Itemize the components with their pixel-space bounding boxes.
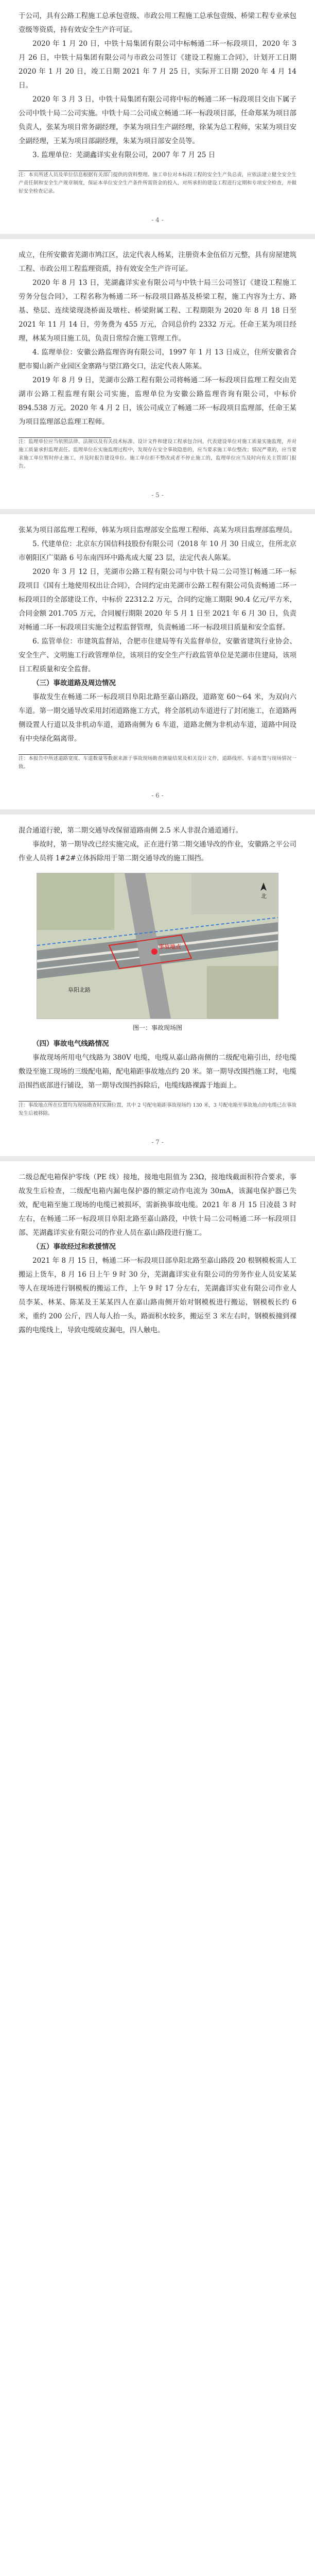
accident-point-label: 事故地点 xyxy=(159,943,181,950)
document-page-5 xyxy=(0,1161,315,1337)
paragraph: 混合通道行驶，第二期交通导改保留道路南侧 2.5 米人非混合通道通行。 xyxy=(19,826,243,835)
section-heading: （五）事故经过和救援情况 xyxy=(32,1243,116,1251)
page-number: - 6 - xyxy=(151,792,164,799)
figure-caption: 图一：事故现场图 xyxy=(132,1024,182,1031)
paragraph: 2020 年 3 月 12 日，芜湖市公路工程有限公司与中铁十局二公司签订畅通二环一标段项目《国有土地使用权出让合同》，合同约定由芜湖市公路工程有限公司负责畅通二环一标段项目的全部建设工作，中标价 22312.2 万元，合同约定施工期限 90.4 亿元/平方米，合同金额 201.705 万元，合同履行期限 2020 年 5 月 1 日至 2021 年 6 月 30 日，负责对畅通二环一标段项目实施全过程监督管理，负责畅通二环一标段项目质量和安全监督。 xyxy=(19,568,296,632)
paragraph: 2021 年 8 月 15 日，畅通二环一标段项目部阜阳北路至嘉山路段 20 根钢模板需人工搬运上货车，8 月 16 日上午 9 时 30 分，芜湖鑫详实业有限公司的劳务作业人员安某某等人在现场进行钢模板的搬运工作，上午 9 时 17 分左右，芜湖鑫详实业有限公司作业人员李某、林某、陈某及王某某四人在嘉山路南侧开始对钢模板进行搬运，钢模板长约 6 米，重约 200 公斤，四人每人抬一头，路面积水较多，搬运至 3 米左右时，钢模板撞到裸露的电缆线上，导致电缆破皮漏电，四人触电。 xyxy=(19,1257,296,1334)
paragraph: 2020 年 1 月 20 日，中铁十局集团有限公司中标畅通二环一标段项目，2020 年 3 月 26 日，中铁十局集团有限公司与市政公司签订《建设工程施工合同》，计划开工日期 2020 年 1 月 20 日，竣工日期 2021 年 7 月 25 日，实际开工日期 2020 年 4 月 14 日。 xyxy=(19,40,296,90)
paragraph: 4. 监理单位：安徽公路监理咨询有限公司，1997 年 1 月 13 日成立，住所安徽省合肥市蜀山新产业园区金寨路与望江路交口，法定代表人陈某。 xyxy=(19,348,296,370)
paragraph: 2020 年 3 月 3 日，中铁十局集团有限公司将中标的畅通二环一标段项目交由下属子公司中铁十局二公司实施。中铁十局二公司成立畅通二环一标段项目部，任命郑某为项目部负责人，张某为项目常务副经理，李某为项目生产副经理，徐某为总工程师，宋某为项目安全副经理，王某为项目部副经理，朱某为项目部安全员等。 xyxy=(19,95,296,145)
footnote: 注：事故地点所在位置均为现场勘查时实测位置，其中 2 号配电箱距事故现场约 130 米，3 号配电箱至事故地点的电缆已在事故发生后被移除。 xyxy=(19,1103,296,1116)
paragraph: 事故时，第一期导改已经实施完成，正在进行第二期交通导改的作业，安徽路之平公司作业人员将 1#2#立体拆除用于第二期交通导改的施工围挡。 xyxy=(19,840,296,862)
accident-site-map xyxy=(37,873,278,1019)
footnote: 注：监理单位应当依照法律、法规以及有关技术标准、设计文件和建设工程承包合同，代表建设单位对施工质量实施监理，并对施工质量承担监理责任。监理单位在实施监理过程中，发现存在安全事故隐患的，应当要求施工单位整改；情况严重的，应当要求施工单位暂时停止施工，并及时报告建设单位。施工单位拒不整改或者不停止施工的，监理单位应当及时向有关主管部门报告。 xyxy=(19,439,296,469)
document-page-1 xyxy=(0,0,315,234)
section-heading: （三）事故道路及周边情况 xyxy=(32,679,116,687)
paragraph: 于公司，具有公路工程施工总承包壹级、市政公用工程施工总承包壹级、桥梁工程专业承包壹级等资质，持有效安全生产许可证。 xyxy=(19,12,296,34)
accident-site-aerial-image xyxy=(37,873,278,1019)
svg-text:北: 北 xyxy=(261,893,267,900)
paragraph: 事故现场所用电气线路为 380V 电缆，电缆从嘉山路南侧的二级配电箱引出，经电缆敷设至施工现场的三级配电箱，配电箱距事故地点约 20 米。第一期导改围挡施工时，电缆沿围挡底部进行铺设，第一期导改围挡拆除后，电缆线路裸露于地面上。 xyxy=(19,1054,296,1090)
paragraph: 张某为项目部监理工程师，韩某为项目监理部安全监理工程师、高某为项目监理部监理员。 xyxy=(19,526,296,534)
page-divider xyxy=(0,809,315,815)
paragraph: 2019 年 8 月 9 日，芜湖市公路工程有限公司将畅通二环一标段项目监理工程交由芜湖市公路工程监理有限公司实施，监理单位为安徽公路监理咨询有限公司，中标价 894.538 万元。2020 年 4 月 2 日，该公司成立了畅通二环一标段项目监理部，任命王某为项目监理部总监理工程师。 xyxy=(19,376,296,426)
paragraph: 事故发生在畅通二环一标段项目阜阳北路至嘉山路段，道路宽 60～64 米，为双向六车道。第一期交通导改采用封闭道路施工方式，将全部机动车道进行了封闭施工，在道路两侧设置人行道以及非机动车道，道路南侧为 6 车道，道路北侧为非机动车道，道路中间设有中央绿化隔离带。 xyxy=(19,693,296,743)
road-name-label: 阜阳北路 xyxy=(68,987,91,993)
page-number: - 4 - xyxy=(151,216,164,224)
page-number: - 7 - xyxy=(151,1139,164,1146)
paragraph: 2020 年 8 月 13 日，芜湖鑫详实业有限公司与中铁十局三公司签订《建设工程施工劳务分包合同》，工程名称为畅通二环一标段项目路基及桥梁工程，施工内容为土方、路基、垫层、连续梁现浇桥面及墩柱、桥梁附属工程、工程期限为 2020 年 8 月 18 日至 2021 年 11 月 14 日，劳务费为 455 万元，合同总价约 2332 万元。任命王某为项目经理，林某为项目施工员，负责日常综合施工管理工作。 xyxy=(19,279,296,343)
document-page-3 xyxy=(0,514,315,809)
document-page-2 xyxy=(0,239,315,509)
paragraph: 3. 监理单位：芜湖鑫详实业有限公司，2007 年 7 月 25 日 xyxy=(32,151,216,159)
page-divider xyxy=(0,1156,315,1161)
document-page-4 xyxy=(0,815,315,1156)
page-divider xyxy=(0,509,315,514)
footnote: 注：本页所述人员及单位信息根据有关部门提供的资料整理。施工单位对本标段工程的安全生产负总责，应依法建立健全安全生产责任制和安全生产规章制度，保证本单位安全生产条件所需资金的投入，对所承担的建设工程进行定期和专项安全检查，并做好安全检查记录。 xyxy=(19,172,296,194)
paragraph: 成立，住所安徽省芜湖市鸠江区，法定代表人杨某，注册资本金伍佰万元整，具有房屋建筑工程、市政公用工程监理资质，持有效安全生产许可证。 xyxy=(19,251,296,273)
paragraph: 5. 代建单位：北京东方国信科技股份有限公司（2018 年 10 月 30 日成立，住所北京市朝阳区广渠路 6 号东南四环中路兆成大厦 23 层，法定代表人陈某。 xyxy=(19,540,296,562)
paragraph: 二级总配电箱保护零线（PE 线）接地，接地电阻值为 23Ω，接地线截面积符合要求，事故发生后检查，二级配电箱内漏电保护器的额定动作电流为 30mA，该漏电保护器已失效，配电箱至施工现场的电缆已被损坏，需新换事故电缆。2021 年 8 月 15 日凌晨 3 时左右，在畅通二环一标段项目阜阳北路至嘉山路段，中铁十局二公司畅通二环一标段项目部、芜湖鑫详实业有限公司的作业人员在嘉山路段进行施工。 xyxy=(19,1173,296,1237)
section-heading: （四）事故电气线路情况 xyxy=(32,1040,109,1048)
footnote: 注：本报告中所述道路宽度、车道数量等数据来源于事故现场勘查测量结果及相关设计文件，道路线形、车道布置与现场情况一致。 xyxy=(19,756,296,770)
page-divider xyxy=(0,234,315,239)
paragraph: 6. 监管单位：市建筑监督站，合肥市住建局等有关监督单位，安徽省建筑行业协会、安全生产、文明施工行政管理单位，该项目的安全生产行政监管单位是芜湖市住建局，该项目工程质量和安全监督。 xyxy=(19,637,296,673)
page-number: - 5 - xyxy=(151,492,164,499)
